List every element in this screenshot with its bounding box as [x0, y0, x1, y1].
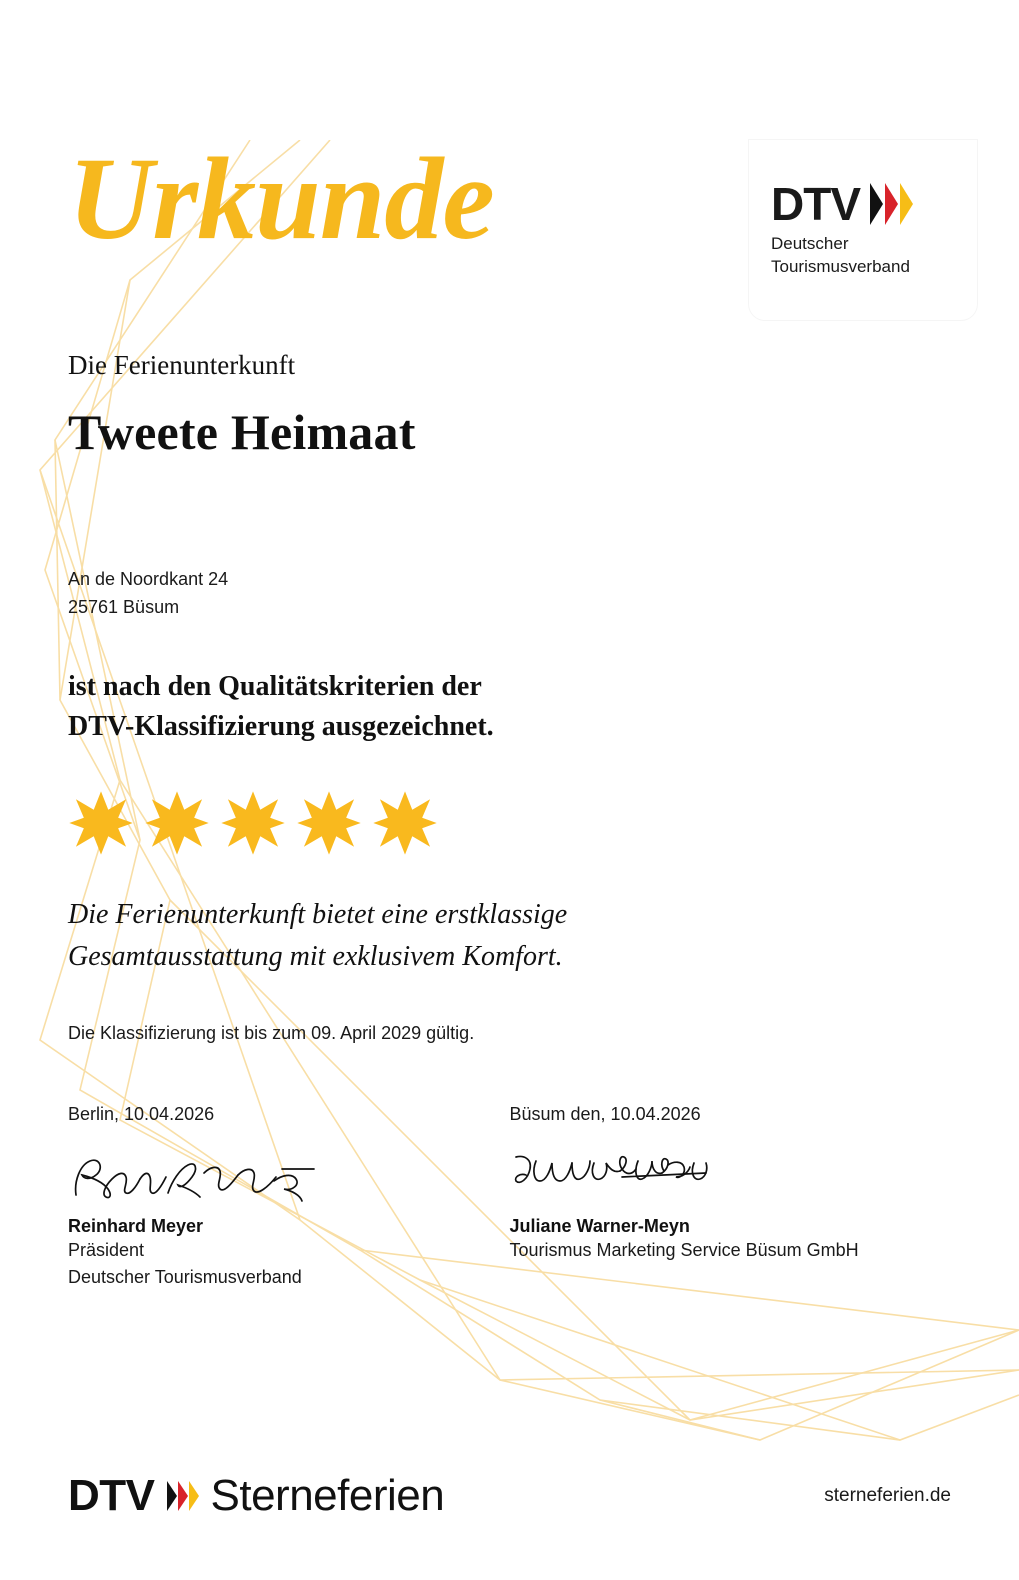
- accommodation-address: [68, 566, 951, 622]
- signature-reinhard-meyer-icon: [68, 1147, 348, 1209]
- footer-url: sterneferien.de: [824, 1485, 951, 1506]
- dtv-badge-letters: DTV: [771, 178, 860, 231]
- star-icon: [372, 790, 438, 856]
- signatory-name: Juliane Warner-Meyn: [509, 1215, 690, 1236]
- dtv-chevron-icon: [870, 183, 913, 225]
- criteria-text: [68, 667, 951, 748]
- sterneferien-logo: [68, 1471, 445, 1520]
- star-icon: [220, 790, 286, 856]
- dtv-badge-subtitle: [771, 233, 955, 279]
- comfort-description: [68, 894, 951, 978]
- signatory-name: Reinhard Meyer: [68, 1215, 204, 1236]
- footer-dtv-letters: DTV: [68, 1471, 155, 1520]
- accommodation-name: Tweete Heimaat: [68, 404, 416, 460]
- signature-juliane-warner-meyn-icon: [510, 1147, 750, 1209]
- comfort-line-2: Gesamtausstattung mit exklusivem Komfort.: [68, 940, 563, 972]
- signature-block-right: [510, 1104, 952, 1291]
- signature-block-left: [68, 1104, 510, 1291]
- star-icon: [68, 790, 134, 856]
- star-icon: [296, 790, 362, 856]
- criteria-line-2: DTV-Klassifizierung ausgezeichnet.: [68, 711, 494, 743]
- signatory-role-line-1: Präsident: [68, 1239, 145, 1260]
- signatory-role-line-2: Deutscher Tourismusverband: [68, 1266, 302, 1287]
- signature-row: [68, 1104, 951, 1291]
- star-rating: [68, 790, 951, 856]
- signature-place-date: Büsum den, 10.04.2026: [509, 1103, 701, 1124]
- footer-brand-word: Sterneferien: [210, 1471, 445, 1520]
- dtv-badge-subtitle-line1: Deutscher: [771, 234, 849, 254]
- criteria-line-1: ist nach den Qualitätskriterien der: [68, 670, 482, 702]
- star-icon: [144, 790, 210, 856]
- footer: [68, 1471, 951, 1520]
- dtv-badge: [749, 140, 977, 320]
- address-line-1: An de Noordkant 24: [68, 569, 229, 589]
- validity-text: Die Klassifizierung ist bis zum 09. April 2029 gültig.: [68, 1022, 475, 1043]
- footer-chevron-icon: [167, 1481, 199, 1511]
- dtv-badge-subtitle-line2: Tourismusverband: [771, 257, 910, 276]
- lead-text: Die Ferienunterkunft: [68, 350, 296, 380]
- address-line-2: 25761 Büsum: [68, 596, 180, 617]
- comfort-line-1: Die Ferienunterkunft bietet eine erstklassige: [68, 898, 568, 930]
- dtv-badge-logo: [771, 178, 955, 231]
- signatory-role-line-1: Tourismus Marketing Service Büsum GmbH: [509, 1239, 859, 1260]
- page-title: Urkunde: [68, 133, 494, 264]
- signature-place-date: Berlin, 10.04.2026: [68, 1103, 215, 1124]
